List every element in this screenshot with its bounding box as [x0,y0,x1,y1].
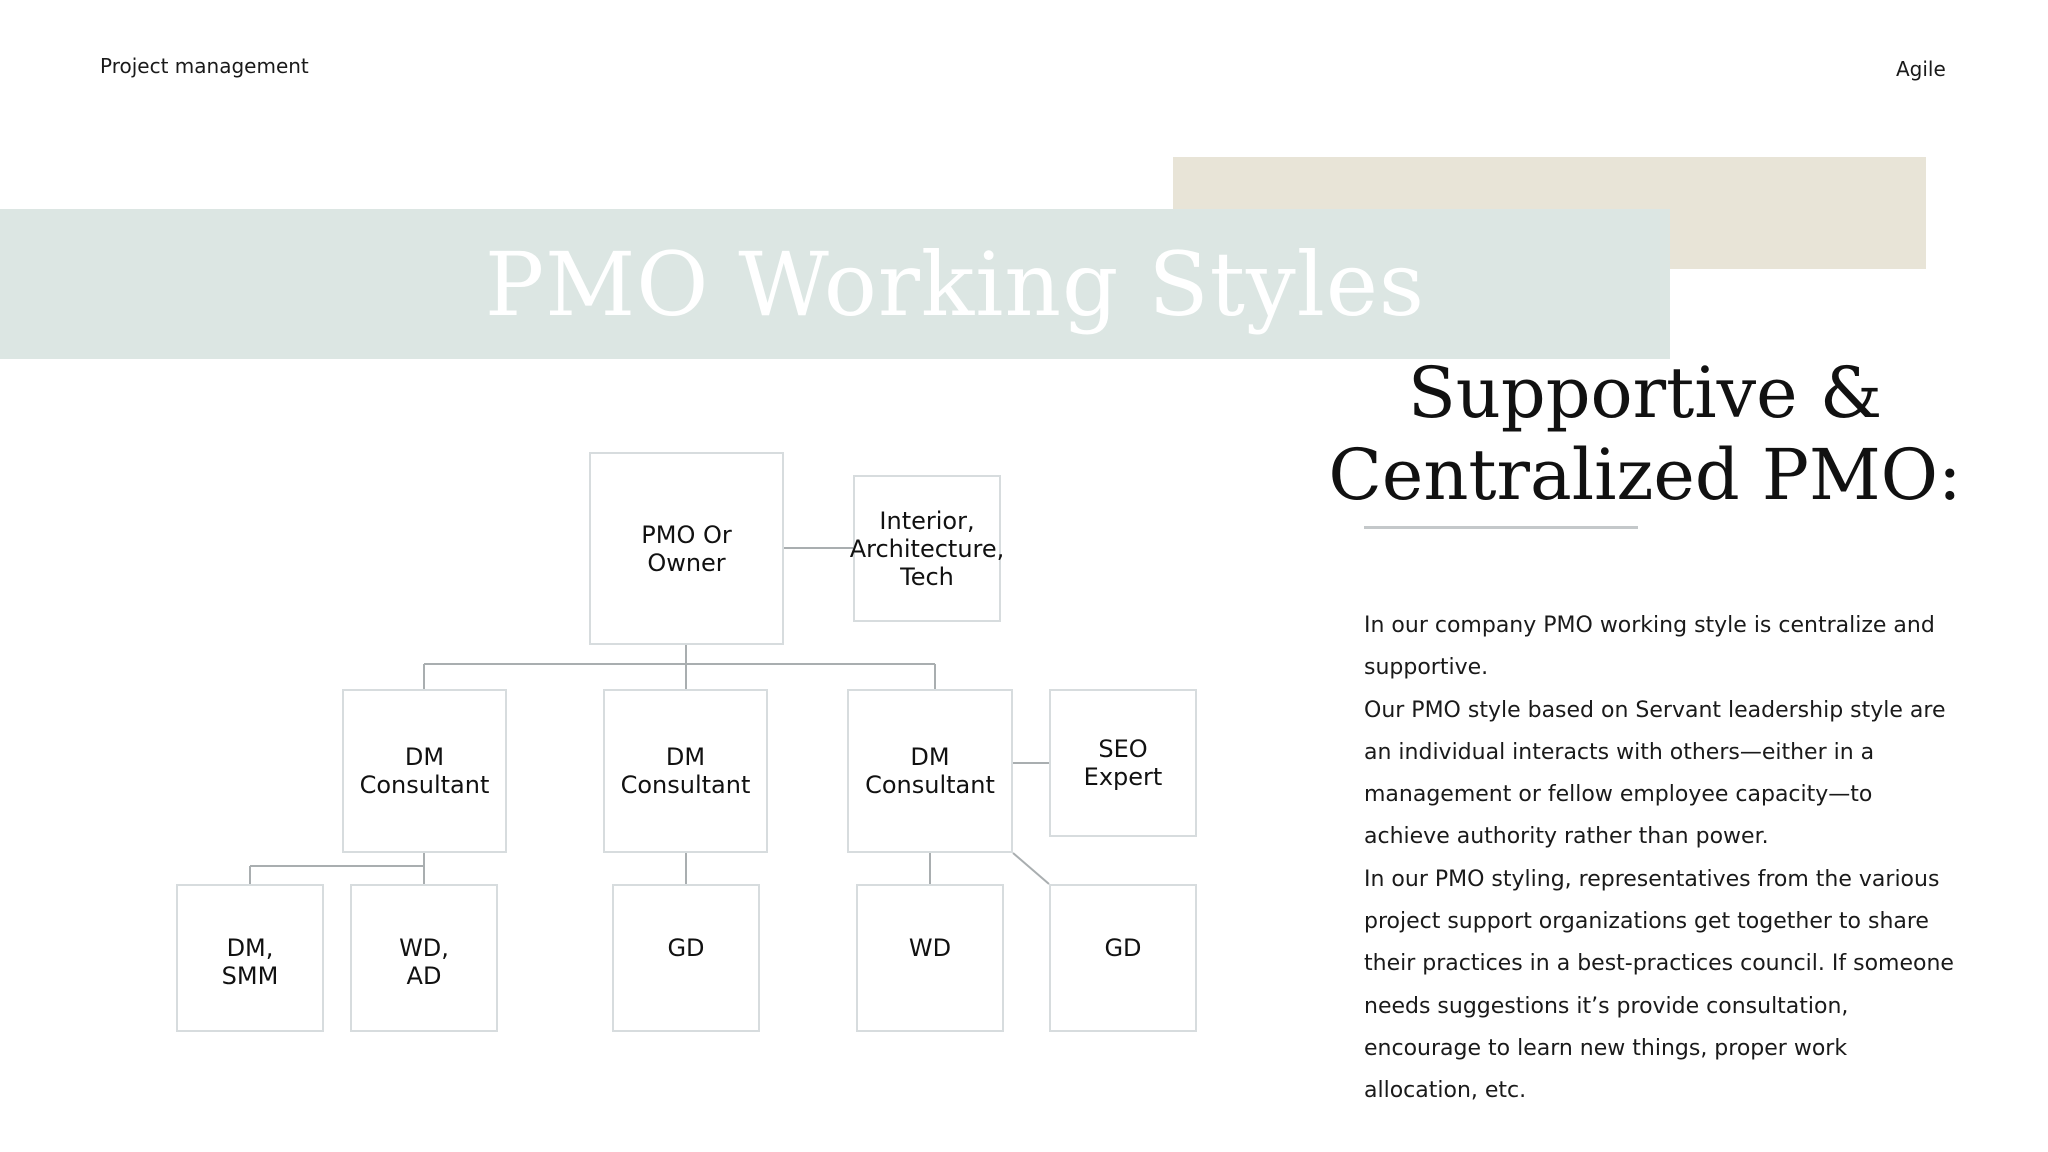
org-box-leaf-wd-ad: WD, AD [350,884,498,1032]
org-box-seo-expert: SEO Expert [1049,689,1197,837]
org-box-root: PMO Or Owner [589,452,784,645]
org-box-leaf-gd-mid: GD [612,884,760,1032]
description-paragraph: In our PMO styling, representatives from the various project support organizations get together to share their practices in a best-practices council. If someone needs suggestions it’s provide consultation, encourage to learn new things, proper work allocation, etc. [1364,866,1954,1104]
header-agile-label: Agile [1896,57,1946,81]
org-box-consultant-left: DM Consultant [342,689,507,853]
org-box-consultant-right: DM Consultant [847,689,1013,853]
header-project-label: Project management [100,54,309,78]
org-box-leaf-dm-smm: DM, SMM [176,884,324,1032]
org-box-consultant-mid: DM Consultant [603,689,768,853]
description-paragraph: Our PMO style based on Servant leadership style are an individual interacts with others—either in a management or fellow employee capacity—to achieve authority rather than power. [1364,697,1946,850]
section-heading: Supportive & Centralized PMO: [1328,352,1962,516]
org-box-root-side: Interior, Architecture, Tech [853,475,1001,622]
connector-right-diagonal [1013,853,1049,884]
org-box-leaf-gd-right: GD [1049,884,1197,1032]
page-title: PMO Working Styles [484,232,1426,336]
org-box-leaf-wd-right: WD [856,884,1004,1032]
description-paragraph: In our company PMO working style is centralize and supportive. [1364,613,1935,681]
